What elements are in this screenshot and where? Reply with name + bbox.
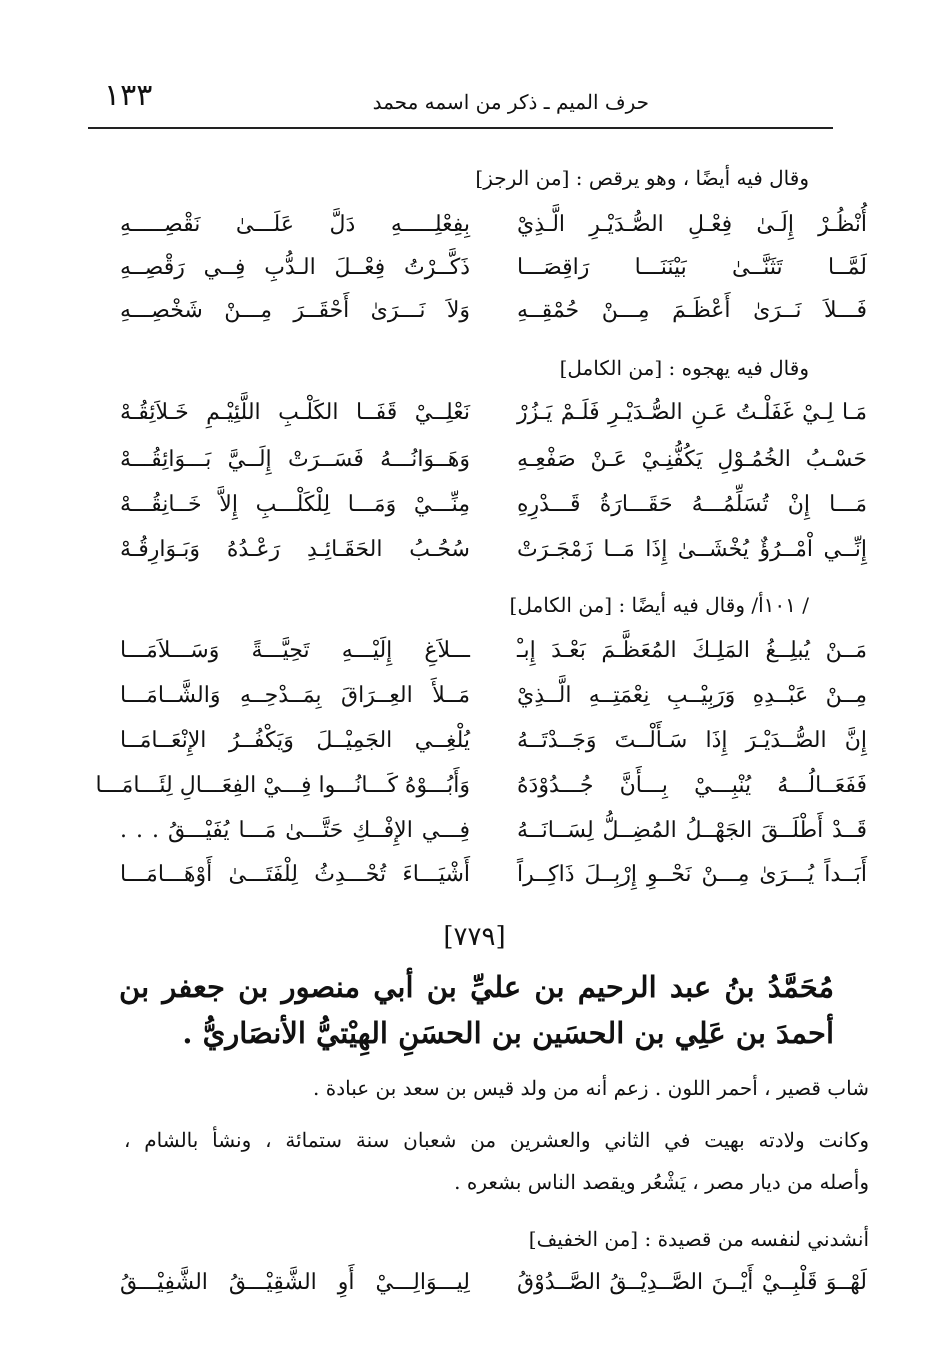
- s3-verse2-second: مَــلأَ العِــرَاقَ بِمَــدْحِــهِ وَالشَّــامَـــا: [120, 683, 470, 708]
- entry-birth-line2: وأصله من ديار مصر ، يَشْعُر ويقصد الناس بشعره .: [454, 1170, 869, 1194]
- entry-verse-first: لَهْــوَ قَلْبِــيْ أَيْــنَ الصَّــدِيْــقُ الصَّــدُوْقُ: [517, 1270, 867, 1295]
- s1-verse2-second: ذَكَّــرْتُ فِعْــلَ الـدُّبِ فِــي رَقْصِــهِ: [120, 255, 470, 280]
- s1-verse3-second: وَلاَ نَـــرَىٰ أَحْقَــرَ مِـــنْ شَخْصِـــهِ: [120, 298, 470, 323]
- s3-verse1-second: ـــلاَغِ إِلَيْـــهِ تَحِيَّـــةً وَسَـــلاَمَـــا: [120, 638, 470, 663]
- s1-verse1-second: بِفِعْلِـــــهِ دَلَّ عَلَـــىٰ نَقْصِـــــهِ: [120, 212, 470, 237]
- section3-intro: وقال فيه أيضًا :: [618, 593, 745, 617]
- entry-poem-meter: [من الخفيف]: [528, 1227, 639, 1251]
- s2-verse1-second: نَعْلِــيْ قَفَــا الكَلْـبِ اللَّئِيْـمِ خَـلاَئِقُـهْ: [120, 400, 470, 425]
- entry-poem-intro: أنشدني لنفسه من قصيدة :: [644, 1227, 869, 1251]
- s2-verse4-second: سُحُـبُ الحَقَـائِـدِ رَعْـدُهُ وَبَـوَارِقُـهْ: [120, 537, 470, 562]
- s2-verse2-second: وَهَــوَانُـــهُ فَسَــرَتْ إِلَــيَّ بَـــوَائِقُـــهْ: [120, 447, 470, 472]
- s3-verse1-first: مَــنْ يُبلِــغُ المَلِـكَ المُعَظَّـمَ بَعْـدَ إِبـْ: [517, 638, 867, 663]
- s3-verse6-first: أَبَــداً يُـــرَىٰ مِـــنْ نَحْــوِ إِرْبِــلَ ذَاكِــراً: [517, 862, 867, 887]
- section3-intro-line: [510, 593, 809, 617]
- entry-poem-intro-line: [529, 1227, 869, 1251]
- s3-verse5-second: فِـــي الإِفْــكِ حَتَّـــىٰ مَـــا يُفَيْـــقُ . . .: [120, 818, 470, 843]
- running-title: حرف الميم ـ ذكر من اسمه محمد: [372, 90, 649, 114]
- header-rule: [88, 127, 833, 129]
- entry-verse-second: لِيـــوَالِـــيْ أَوِ الشَّقِيْـــقُ الشَّفِيْـــقُ: [120, 1270, 470, 1295]
- s3-verse5-first: قَــدْ أَطْلَــقَ الجَهْــلُ المُضِــلُّ لِسَــانَــهُ: [517, 818, 867, 843]
- s3-verse3-first: إِنَّ الصُّــدَيْـرَ إِذَا سَـأَلْــتَ وَجَــدْتَــهُ: [517, 728, 867, 753]
- section1-intro-line: [475, 166, 809, 190]
- entry-name-line1: مُحَمَّدُ بنُ عبد الرحيم بن عليِّ بن أبي منصور بن جعفر بن: [119, 970, 834, 1004]
- section2-intro: وقال فيه يهجوه :: [668, 356, 809, 380]
- page-number: ١٣٣: [104, 78, 153, 113]
- s2-verse3-first: مَـــا إِنْ تُسَلِّمُـــهُ حَقَـــارَةُ قَـــدْرِهِ: [517, 492, 867, 517]
- s2-verse3-second: مِنِّـــيْ وَمَـــا لِلْكَلْـــبِ إِلاَّ خَــانِقُـــهْ: [120, 492, 470, 517]
- s3-verse2-first: مِــنْ عَبْــدِهِ وَرَبِيْــبِ نِعْمَتِــهِ الَّــذِيْ: [517, 683, 867, 708]
- section1-meter: [من الرجز]: [475, 166, 570, 190]
- s3-verse6-second: أَشْيَـــاءَ تُحْـــدِثُ لِلْفَتَـــىٰ أَوْهَـــامَـــا: [120, 862, 470, 887]
- s1-verse1-first: أُنْظُـرْ إِلَـىٰ فِعْـلِ الصُّـدَيْـرِ الَّـذِيْ: [517, 212, 867, 237]
- s2-verse4-first: إِنِّــي اْمْــرُؤٌ يُخْشَــىٰ إِذَا مَــا زَمْجَـرَتْ: [517, 537, 867, 562]
- s3-verse4-second: وَأَبُـــوْهُ كَـــانُـــوا فِـــيْ الفِعَـــالِ لِئَـــامَـــا: [95, 773, 470, 798]
- entry-number: [٧٧٩]: [443, 922, 506, 952]
- s3-verse3-second: يُلْغِــي الجَمِيْــلَ وَيَكْفُــرُ الإِنْعَــامَــا: [120, 728, 470, 753]
- s3-verse4-first: فَفَعَــالُـــهُ يُنْبِـــيْ بِـــأَنَّ جُـــدُوْدَهُ: [517, 773, 867, 798]
- s2-verse1-first: مَـا لِـيْ غَفَلْـتُ عَـنِ الصُّـدَيْـرِ فَلَـمْ يَـزُرْ: [517, 400, 867, 425]
- entry-birth-line1: وكانت ولادته بهيت في الثاني والعشرين من شعبان سنة ستمائة ، ونشأ بالشام ،: [124, 1128, 869, 1152]
- section1-intro: وقال فيه أيضًا ، وهو يرقص :: [575, 166, 809, 190]
- entry-name-line2: أحمدَ بن عَلِي بن الحسَين بن الحسَنِ الهِيْتيُّ الأنصَاريُّ .: [182, 1016, 834, 1050]
- section2-intro-line: [560, 356, 809, 380]
- section2-meter: [من الكامل]: [559, 356, 663, 380]
- section3-folio: / ١٠١أ/: [751, 593, 809, 617]
- s1-verse2-first: لَمَّــا تَثَنَّــىٰ بَيْنَنَـــا رَاقِصَـــا: [517, 255, 867, 280]
- entry-description: شاب قصير ، أحمر اللون . زعم أنه من ولد قيس بن سعد بن عبادة .: [313, 1076, 869, 1100]
- s2-verse2-first: حَسْـبُ الخُمُـوْلِ يَكُفُّنِـيْ عَـنْ صَفْعِـهِ: [517, 447, 867, 472]
- section3-meter: [من الكامل]: [509, 593, 613, 617]
- s1-verse3-first: فَـــلاَ نَــرَىٰ أَعْظَـمَ مِـــنْ حُمْقِــهِ: [517, 298, 867, 323]
